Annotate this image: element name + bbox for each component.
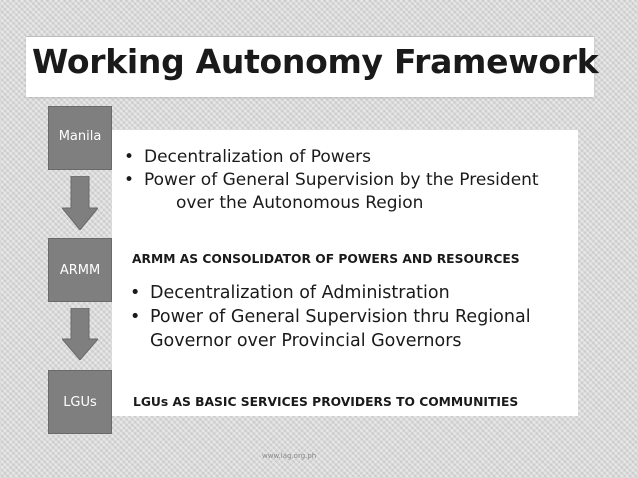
armm-bullet-list [130,281,531,353]
lgus-label: LGUs [63,394,97,410]
manila-bullet-item: • Decentralization of Powers [124,146,539,169]
manila-label: Manila [58,129,102,144]
armm-bullet-item: • Decentralization of Administration [130,281,531,305]
slide-title: Working Autonomy Framework [32,42,599,81]
armm-bullet-item: • Power of General Supervision thru Regional Governor over Provincial Governors [130,305,531,353]
manila-bullet-list [124,146,539,215]
armm-node [48,238,112,302]
manila-bullet-item: • Power of General Supervision by the President over the Autonomous Region [124,169,539,215]
lgus-node [48,370,112,434]
armm-heading: ARMM AS CONSOLIDATOR OF POWERS AND RESOURCES [132,252,520,266]
manila-node [48,106,112,170]
down-arrow-icon [62,308,98,360]
down-arrow-icon [62,176,98,230]
lgus-heading: LGUs AS BASIC SERVICES PROVIDERS TO COMMUNITIES [133,395,519,409]
armm-label: ARMM [59,262,101,278]
footer-url: www.lag.org.ph [262,452,317,460]
